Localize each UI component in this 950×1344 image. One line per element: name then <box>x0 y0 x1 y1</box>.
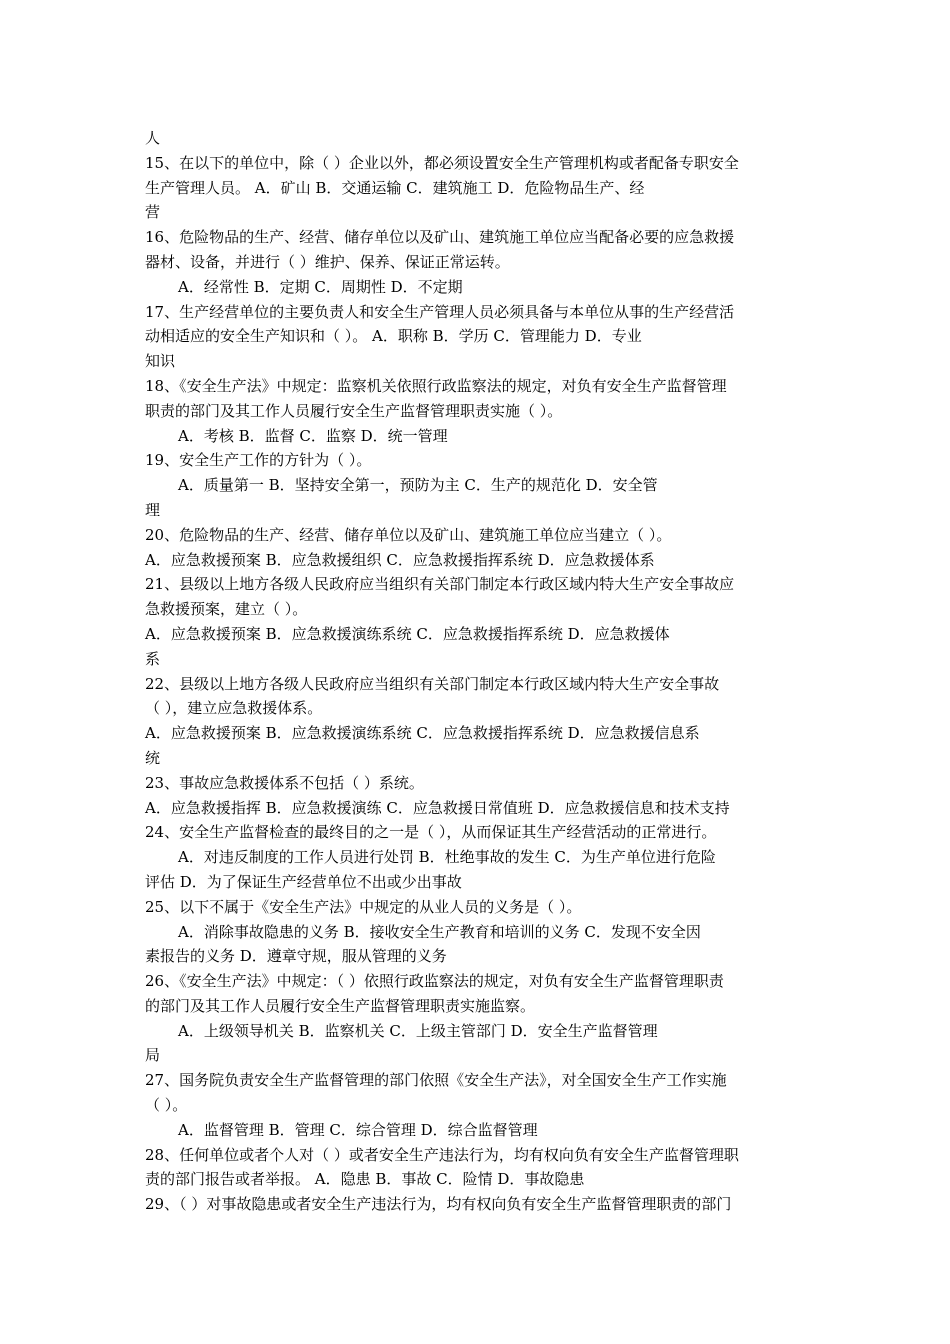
text-line: 素报告的义务 D．遵章守规，服从管理的义务 <box>145 947 447 966</box>
text-line: （ ），建立应急救援体系。 <box>145 699 323 718</box>
text-line: 28、任何单位或者个人对（ ）或者安全生产违法行为，均有权向负有安全生产监督管理职 <box>145 1145 739 1164</box>
text-line: A．监督管理 B．管理 C．综合管理 D．综合监督管理 <box>178 1120 538 1139</box>
text-line: 生产管理人员。 A．矿山 B．交通运输 C．建筑施工 D．危险物品生产、经 <box>145 178 645 197</box>
text-line: 29、（ ）对事故隐患或者安全生产违法行为，均有权向负有安全生产监督管理职责的部门 <box>145 1195 732 1214</box>
text-line: 器材、设备，并进行（ ）维护、保养、保证正常运转。 <box>145 252 510 271</box>
text-line: A．考核 B．监督 C．监察 D．统一管理 <box>178 426 448 445</box>
text-line: 责的部门报告或者举报。 A．隐患 B．事故 C．险情 D．事故隐患 <box>145 1170 585 1189</box>
text-line: 营 <box>145 203 161 222</box>
text-line: 统 <box>145 748 161 767</box>
text-line: 22、县级以上地方各级人民政府应当组织有关部门制定本行政区域内特大生产安全事故 <box>145 674 720 693</box>
text-line: 动相适应的安全生产知识和（ ）。 A．职称 B．学历 C．管理能力 D．专业 <box>145 327 642 346</box>
text-line: 15、在以下的单位中，除（ ）企业以外，都必须设置安全生产管理机构或者配备专职安全 <box>145 153 739 172</box>
document-body <box>145 126 810 1217</box>
text-line: 23、事故应急救援体系不包括（ ）系统。 <box>145 773 424 792</box>
text-line: 16、危险物品的生产、经营、储存单位以及矿山、建筑施工单位应当配备必要的应急救援 <box>145 228 735 247</box>
text-line: 24、安全生产监督检查的最终目的之一是（ ），从而保证其生产经营活动的正常进行。 <box>145 823 717 842</box>
text-line: A．应急救援预案 B．应急救援组织 C．应急救援指挥系统 D．应急救援体系 <box>145 550 655 569</box>
text-line: 局 <box>145 1046 161 1065</box>
text-line: A．质量第一 B．坚持安全第一，预防为主 C．生产的规范化 D．安全管 <box>178 476 658 495</box>
text-line: 20、危险物品的生产、经营、储存单位以及矿山、建筑施工单位应当建立（ ）。 <box>145 525 672 544</box>
text-line: 27、国务院负责安全生产监督管理的部门依照《安全生产法》，对全国安全生产工作实施 <box>145 1071 727 1090</box>
text-line: 职责的部门及其工作人员履行安全生产监督管理职责实施（ ）。 <box>145 401 563 420</box>
text-line: A．应急救援预案 B．应急救援演练系统 C．应急救援指挥系统 D．应急救援信息系 <box>145 724 700 743</box>
text-line: A．消除事故隐患的义务 B．接收安全生产教育和培训的义务 C．发现不安全因 <box>178 922 701 941</box>
text-line: A．应急救援指挥 B．应急救援演练 C．应急救援日常值班 D．应急救援信息和技术支持 <box>145 798 730 817</box>
text-line: A．应急救援预案 B．应急救援演练系统 C．应急救援指挥系统 D．应急救援体 <box>145 624 670 643</box>
text-line: 评估 D．为了保证生产经营单位不出或少出事故 <box>145 872 462 891</box>
text-line: A．对违反制度的工作人员进行处罚 B．杜绝事故的发生 C．为生产单位进行危险 <box>178 848 716 867</box>
text-line: 26、《安全生产法》中规定：（ ）依照行政监察法的规定，对负有安全生产监督管理职责 <box>145 972 724 991</box>
text-line: 25、以下不属于《安全生产法》中规定的从业人员的义务是（ ）。 <box>145 897 582 916</box>
text-line: 知识 <box>145 352 176 371</box>
text-line: （ ）。 <box>145 1096 188 1115</box>
text-line: 18、《安全生产法》中规定：监察机关依照行政监察法的规定，对负有安全生产监督管理 <box>145 376 727 395</box>
text-line: 系 <box>145 649 161 668</box>
text-line: 急救援预案，建立（ ）。 <box>145 600 308 619</box>
text-line: A．上级领导机关 B．监察机关 C．上级主管部门 D．安全生产监督管理 <box>178 1021 658 1040</box>
text-line: 人 <box>145 129 161 147</box>
text-line: 19、安全生产工作的方针为（ ）。 <box>145 451 372 470</box>
text-line: 17、生产经营单位的主要负责人和安全生产管理人员必须具备与本单位从事的生产经营活 <box>145 302 735 321</box>
text-line: 的部门及其工作人员履行安全生产监督管理职责实施监察。 <box>145 996 536 1015</box>
text-line: 理 <box>145 500 161 519</box>
text-line: 21、县级以上地方各级人民政府应当组织有关部门制定本行政区域内特大生产安全事故应 <box>145 575 735 594</box>
text-line: A．经常性 B．定期 C．周期性 D．不定期 <box>178 277 463 296</box>
